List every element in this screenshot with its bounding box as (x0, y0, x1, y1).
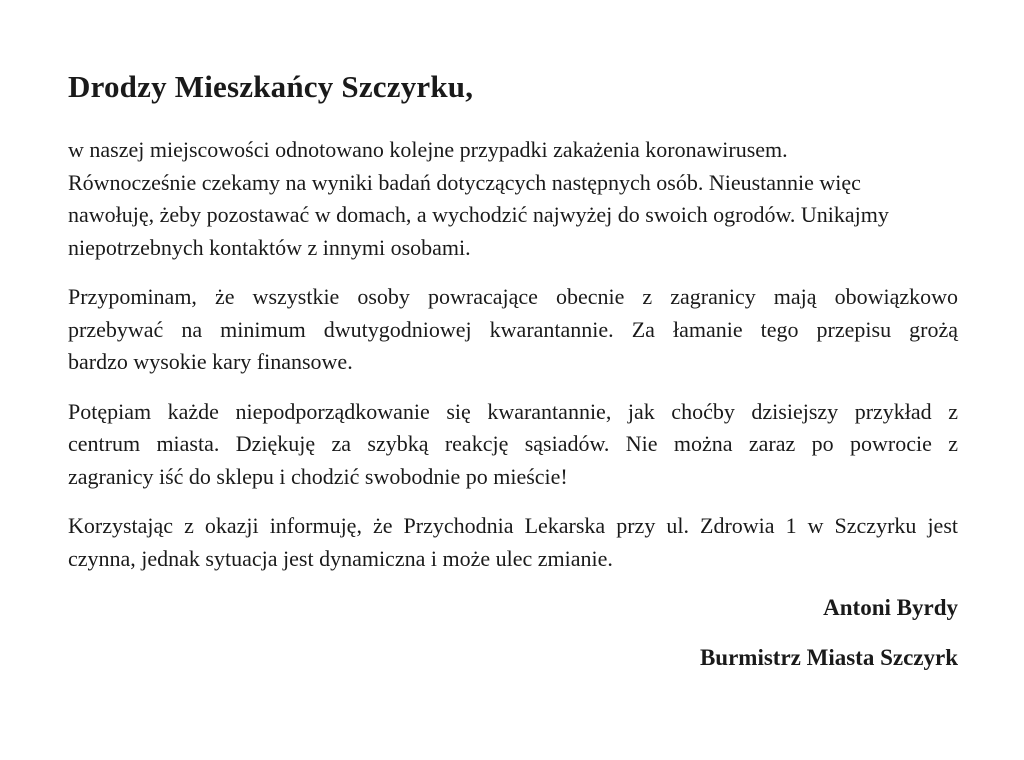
text-line: Potępiam każde niepodporządkowanie się kwarantannie, jak choćby dzisiejszy przykład z (68, 398, 958, 424)
signature-name: Antoni Byrdy (823, 595, 958, 620)
letter-salutation: Drodzy Mieszkańcy Szczyrku, (68, 69, 474, 104)
text-line: czynna, jednak sytuacja jest dynamiczna i może ulec zmianie. (68, 545, 613, 571)
text-line: niepotrzebnych kontaktów z innymi osobami. (68, 234, 471, 260)
signature-block (68, 592, 958, 674)
letter-body (68, 134, 958, 575)
text-line: przebywać na minimum dwutygodniowej kwarantannie. Za łamanie tego przepisu grożą (68, 316, 958, 342)
text-line: nawołuję, żeby pozostawać w domach, a wychodzić najwyżej do swoich ogrodów. Unikajmy (68, 202, 889, 227)
text-line: w naszej miejscowości odnotowano kolejne przypadki zakażenia koronawirusem. (68, 137, 788, 162)
text-line: Korzystając z okazji informuję, że Przychodnia Lekarska przy ul. Zdrowia 1 w Szczyrku jest (68, 513, 958, 538)
paragraph (68, 134, 958, 264)
text-line: Przypominam, że wszystkie osoby powracające obecnie z zagranicy mają obowiązkowo (68, 284, 958, 309)
signature-role: Burmistrz Miasta Szczyrk (699, 644, 958, 670)
text-line: Równocześnie czekamy na wyniki badań dotyczących następnych osób. Nieustannie więc (68, 169, 861, 195)
text-line: zagranicy iść do sklepu i chodzić swobodnie po mieście! (68, 463, 568, 489)
paragraph (68, 281, 958, 379)
paragraph (68, 396, 958, 494)
text-line: bardzo wysokie kary finansowe. (68, 349, 353, 374)
text-line: centrum miasta. Dziękuję za szybką reakcję sąsiadów. Nie można zaraz po powrocie z (68, 431, 958, 456)
paragraph (68, 510, 958, 575)
